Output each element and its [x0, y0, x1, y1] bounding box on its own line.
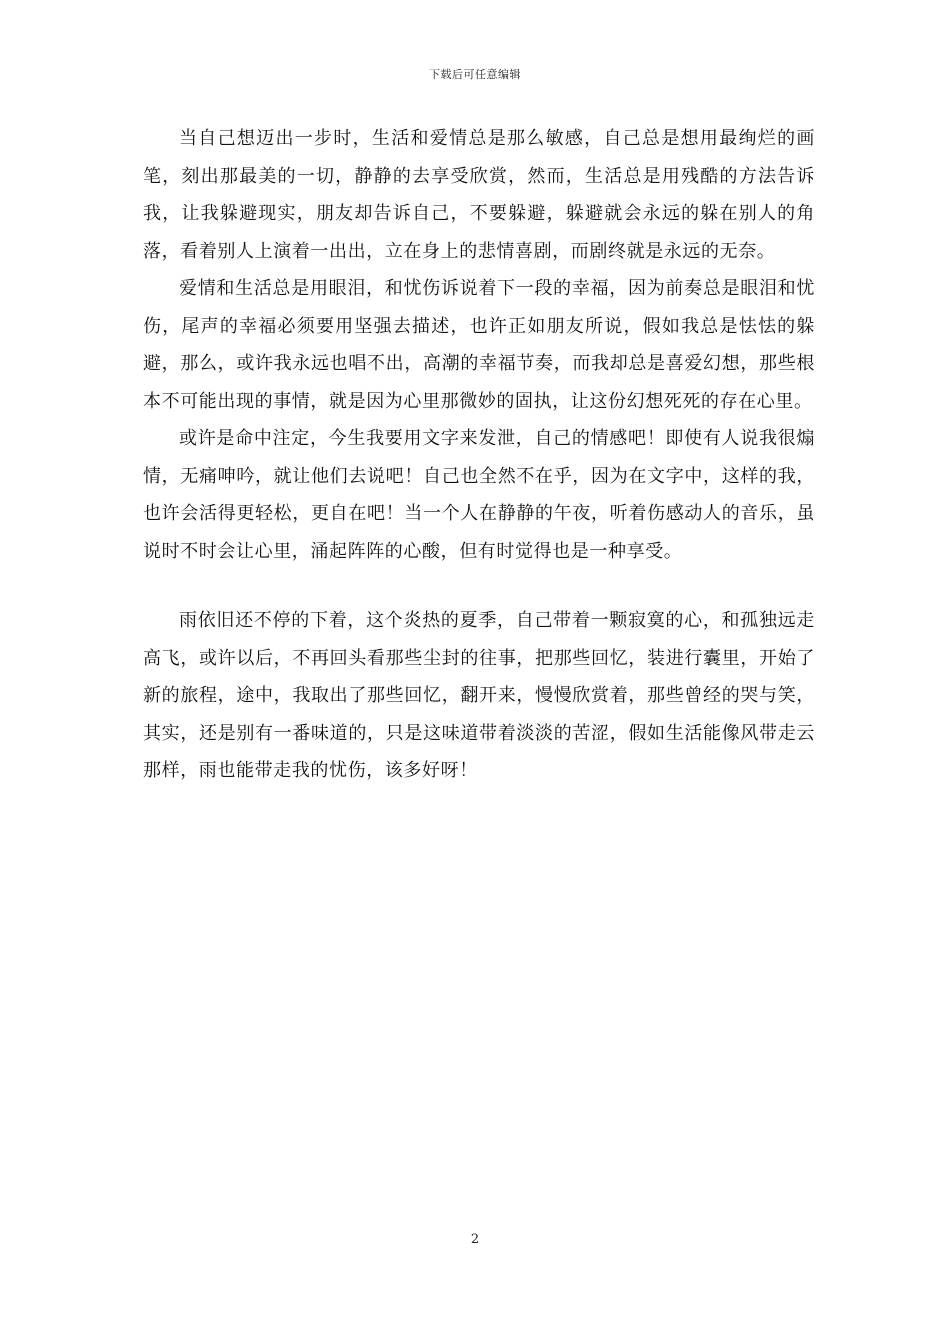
paragraph-2: 爱情和生活总是用眼泪，和忧伤诉说着下一段的幸福，因为前奏总是眼泪和忧伤，尾声的幸福必须要用坚强去描述，也许正如朋友所说，假如我总是怯怯的躲避，那么，或许我永远也唱不出，高潮的幸福节奏，而我却总是喜爱幻想，那些根本不可能出现的事情，就是因为心里那微妙的固执，让这份幻想死死的存在心里。 [143, 278, 815, 412]
page-header: 下载后可任意编辑 [429, 68, 521, 81]
document-body [143, 120, 815, 790]
paragraph-spacer [143, 570, 815, 602]
paragraph-3: 或许是命中注定，今生我要用文字来发泄，自己的情感吧！即使有人说我很煽情，无痛呻吟，就让他们去说吧！自己也全然不在乎，因为在文字中，这样的我，也许会活得更轻松，更自在吧！当一个人在静静的午夜，听着伤感动人的音乐，虽说时不时会让心里，涌起阵阵的心酸，但有时觉得也是一种享受。 [143, 428, 815, 562]
page-number: 2 [470, 1232, 480, 1247]
paragraph-1: 当自己想迈出一步时，生活和爱情总是那么敏感，自己总是想用最绚烂的画笔，刻出那最美的一切，静静的去享受欣赏，然而，生活总是用残酷的方法告诉我，让我躲避现实，朋友却告诉自己，不要躲避，躲避就会永远的躲在别人的角落，看着别人上演着一出出，立在身上的悲情喜剧，而剧终就是永远的无奈。 [143, 128, 815, 262]
paragraph-4: 雨依旧还不停的下着，这个炎热的夏季，自己带着一颗寂寞的心，和孤独远走高飞，或许以后，不再回头看那些尘封的往事，把那些回忆，装进行囊里，开始了新的旅程，途中，我取出了那些回忆，翻开来，慢慢欣赏着，那些曾经的哭与笑，其实，还是别有一番味道的，只是这味道带着淡淡的苦涩，假如生活能像风带走云那样，雨也能带走我的忧伤，该多好呀！ [143, 610, 815, 781]
